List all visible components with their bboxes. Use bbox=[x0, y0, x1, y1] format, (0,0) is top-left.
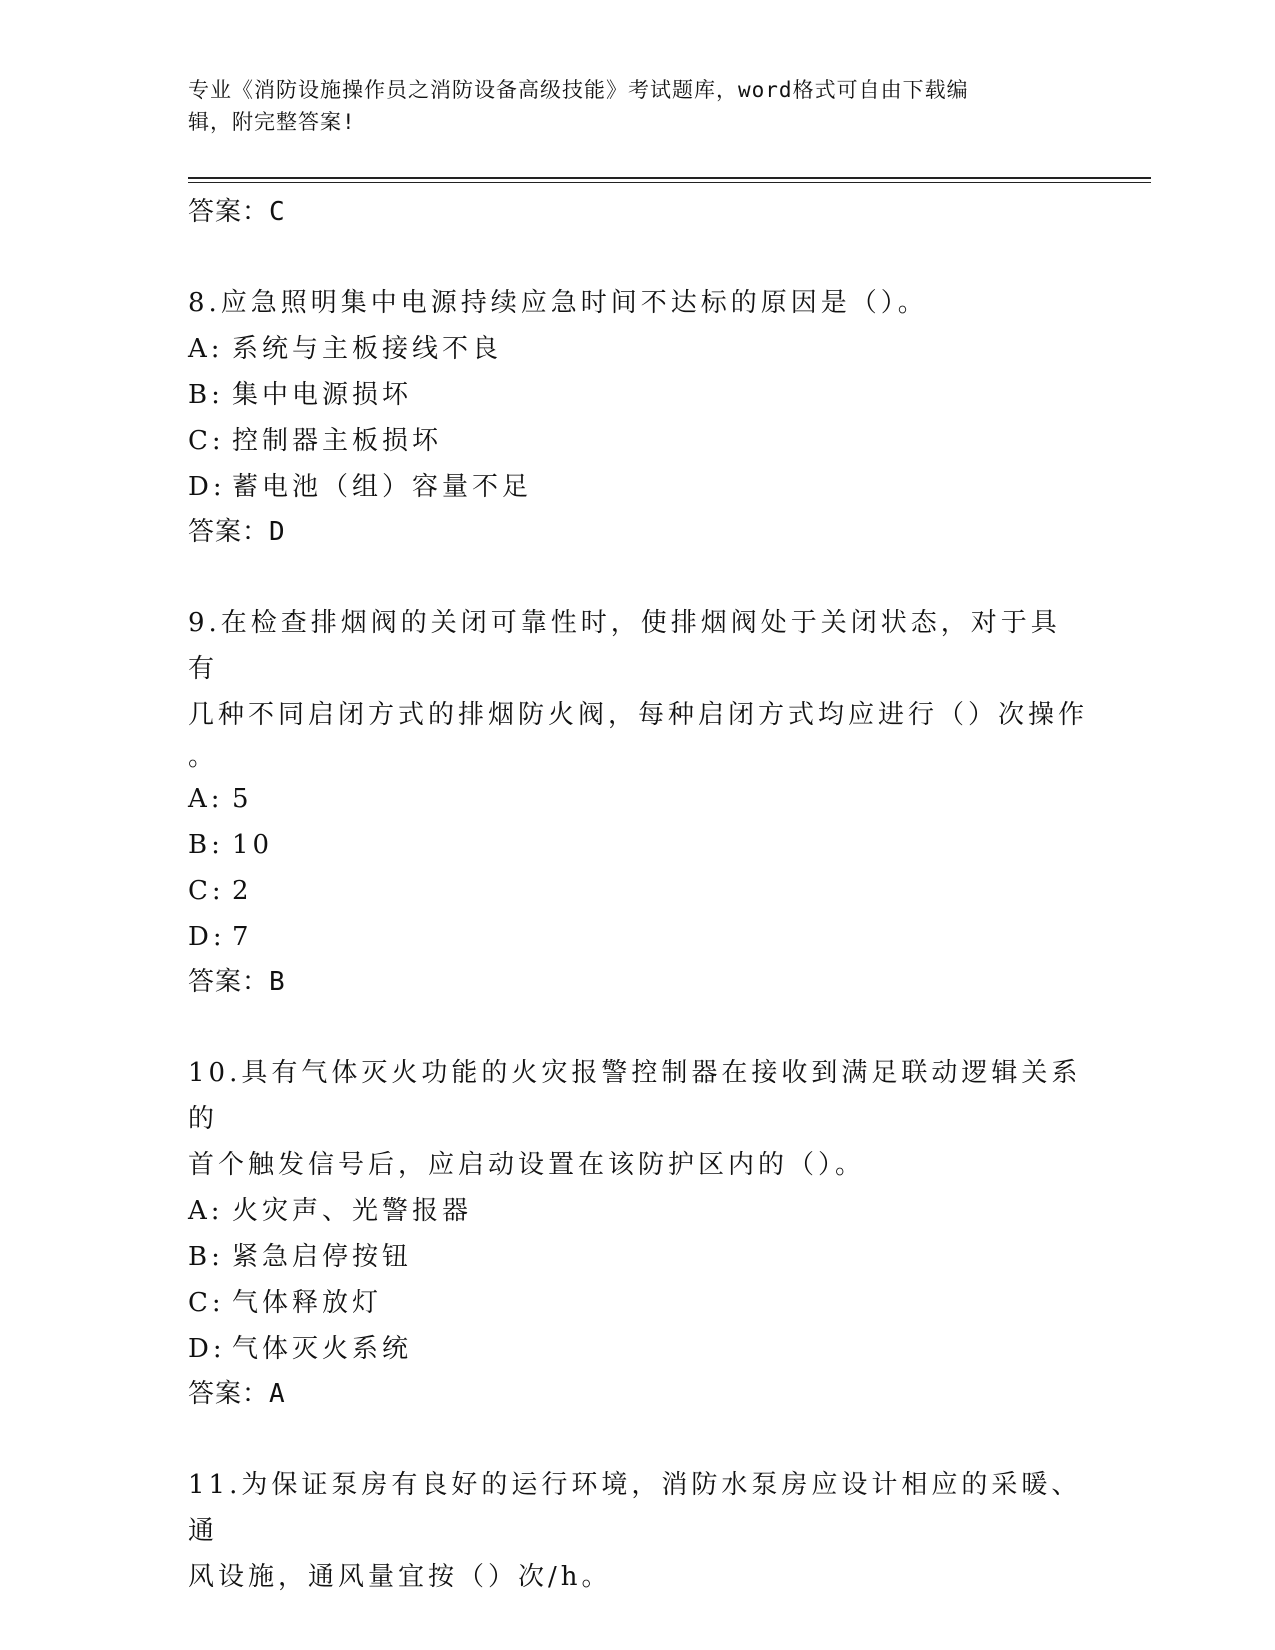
option-c: C: 2 bbox=[188, 876, 253, 906]
previous-answer: 答案：C bbox=[188, 197, 286, 227]
answer: 答案：A bbox=[188, 1379, 286, 1409]
question-11 bbox=[188, 1462, 1088, 1600]
option-c: C: 气体释放灯 bbox=[188, 1288, 383, 1318]
question-text-line-2: 几种不同启闭方式的排烟防火阀，每种启闭方式均应进行（）次操作 bbox=[188, 700, 1089, 730]
question-text-line-2: 首个触发信号后，应启动设置在该防护区内的（）。 bbox=[188, 1150, 866, 1180]
header-divider-thin bbox=[188, 182, 1151, 183]
option-c: C: 控制器主板损坏 bbox=[188, 426, 443, 456]
question-list bbox=[188, 190, 1088, 1600]
header-line-1: 专业《消防设施操作员之消防设备高级技能》考试题库，word格式可自由下载编 bbox=[188, 78, 969, 102]
question-text-line-1: 11.为保证泵房有良好的运行环境，消防水泵房应设计相应的采暖、通 bbox=[188, 1470, 1082, 1546]
option-b: B: 紧急启停按钮 bbox=[188, 1242, 413, 1272]
option-b: B: 10 bbox=[188, 830, 274, 860]
question-9 bbox=[188, 600, 1088, 1004]
question-text-line-3: 。 bbox=[188, 742, 219, 772]
question-text-line-1: 10.具有气体灭火功能的火灾报警控制器在接收到满足联动逻辑关系的 bbox=[188, 1058, 1082, 1134]
option-d: D: 气体灭火系统 bbox=[188, 1334, 413, 1364]
option-b: B: 集中电源损坏 bbox=[188, 380, 413, 410]
question-8 bbox=[188, 280, 1088, 554]
question-text: 8.应急照明集中电源持续应急时间不达标的原因是（）。 bbox=[188, 288, 928, 318]
document-header bbox=[188, 74, 1088, 138]
answer: 答案：D bbox=[188, 517, 286, 547]
option-a: A: 系统与主板接线不良 bbox=[188, 334, 503, 364]
answer: 答案：B bbox=[188, 967, 286, 997]
option-d: D: 蓄电池（组）容量不足 bbox=[188, 472, 533, 502]
question-text-line-2: 风设施，通风量宜按（）次/h。 bbox=[188, 1562, 612, 1592]
header-divider-thick bbox=[188, 177, 1151, 179]
question-text-line-1: 9.在检查排烟阀的关闭可靠性时，使排烟阀处于关闭状态，对于具有 bbox=[188, 608, 1061, 684]
option-d: D: 7 bbox=[188, 922, 253, 952]
option-a: A: 5 bbox=[188, 784, 253, 814]
header-line-2: 辑，附完整答案! bbox=[188, 110, 356, 134]
question-10 bbox=[188, 1050, 1088, 1416]
option-a: A: 火灾声、光警报器 bbox=[188, 1196, 473, 1226]
